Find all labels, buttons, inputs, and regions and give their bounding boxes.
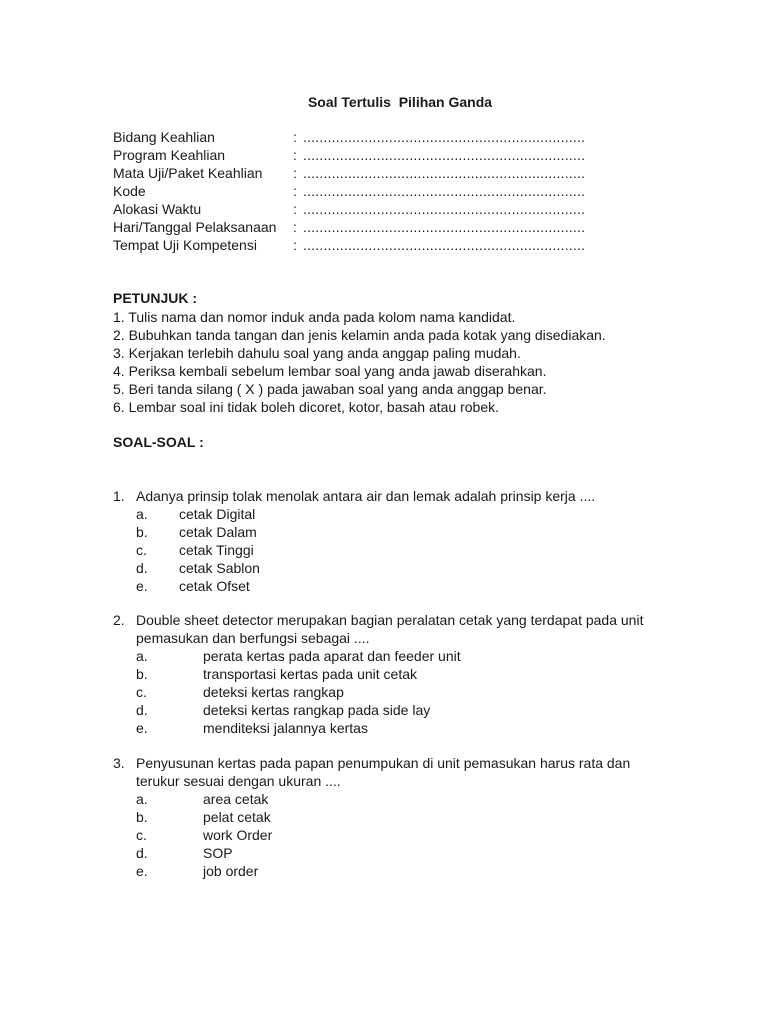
option-d (113, 701, 713, 719)
instructions-heading: PETUNJUK : (113, 290, 198, 306)
instructions-list (113, 308, 606, 416)
option-letter: c. (136, 827, 147, 843)
instruction-item: 5. Beri tanda silang ( X ) pada jawaban soal yang anda anggap benar. (113, 381, 547, 397)
info-label: Alokasi Waktu (113, 201, 202, 217)
info-colon: : (293, 129, 297, 145)
info-value: ..................................................................... (303, 219, 586, 235)
question-number: 2. (113, 612, 125, 628)
exam-info-block (113, 128, 586, 254)
question-line (113, 772, 713, 790)
info-row (113, 218, 586, 236)
option-d (113, 844, 713, 862)
info-value: ..................................................................... (303, 165, 586, 181)
option-letter: e. (136, 578, 148, 594)
info-colon: : (293, 201, 297, 217)
option-text: area cetak (203, 791, 269, 807)
instruction-item: 3. Kerjakan terlebih dahulu soal yang anda anggap paling mudah. (113, 345, 521, 361)
question-text: Adanya prinsip tolak menolak antara air dan lemak adalah prinsip kerja .... (136, 488, 596, 504)
info-value: ..................................................................... (303, 201, 586, 217)
question-text: Double sheet detector merupakan bagian peralatan cetak yang terdapat pada unit (136, 612, 644, 628)
option-c (113, 826, 713, 844)
option-text: deteksi kertas rangkap pada side lay (203, 702, 431, 718)
option-b (113, 523, 713, 541)
option-d (113, 559, 713, 577)
option-text: job order (203, 863, 259, 879)
option-text: transportasi kertas pada unit cetak (203, 666, 418, 682)
info-label: Bidang Keahlian (113, 129, 215, 145)
document-title: Soal Tertulis Pilihan Ganda (307, 94, 493, 110)
option-e (113, 577, 713, 595)
option-b (113, 665, 713, 683)
option-letter: e. (136, 720, 148, 736)
option-letter: c. (136, 542, 147, 558)
option-e (113, 862, 713, 880)
question-1 (113, 487, 713, 595)
option-text: cetak Sablon (179, 560, 260, 576)
question-text: pemasukan dan berfungsi sebagai .... (136, 630, 370, 646)
option-letter: d. (136, 702, 148, 718)
info-value: ..................................................................... (303, 147, 586, 163)
info-colon: : (293, 165, 297, 181)
info-colon: : (293, 219, 297, 235)
question-text: terukur sesuai dengan ukuran .... (136, 773, 341, 789)
info-colon: : (293, 147, 297, 163)
info-row (113, 182, 586, 200)
question-text: Penyusunan kertas pada papan penumpukan di unit pemasukan harus rata dan (136, 755, 631, 771)
option-text: deteksi kertas rangkap (203, 684, 344, 700)
option-text: cetak Dalam (179, 524, 257, 540)
option-text: cetak Ofset (179, 578, 250, 594)
info-label: Kode (113, 183, 146, 199)
instruction-item: 1. Tulis nama dan nomor induk anda pada kolom nama kandidat. (113, 309, 516, 325)
option-c (113, 541, 713, 559)
option-a (113, 505, 713, 523)
info-row (113, 128, 586, 146)
option-text: work Order (203, 827, 273, 843)
question-number: 3. (113, 755, 125, 771)
option-letter: b. (136, 666, 148, 682)
info-row (113, 236, 586, 254)
instruction-item: 2. Bubuhkan tanda tangan dan jenis kelamin anda pada kotak yang disediakan. (113, 327, 606, 343)
option-letter: b. (136, 524, 148, 540)
option-a (113, 790, 713, 808)
option-text: cetak Digital (179, 506, 256, 522)
option-letter: a. (136, 791, 148, 807)
option-text: cetak Tinggi (179, 542, 254, 558)
question-3 (113, 754, 713, 880)
option-text: pelat cetak (203, 809, 271, 825)
option-letter: b. (136, 809, 148, 825)
info-value: ..................................................................... (303, 129, 586, 145)
info-row (113, 164, 586, 182)
option-letter: d. (136, 560, 148, 576)
option-text: menditeksi jalannya kertas (203, 720, 368, 736)
info-value: ..................................................................... (303, 183, 586, 199)
option-e (113, 719, 713, 737)
option-text: perata kertas pada aparat dan feeder unit (203, 648, 461, 664)
option-letter: a. (136, 648, 148, 664)
option-text: SOP (203, 845, 233, 861)
info-value: ..................................................................... (303, 237, 586, 253)
info-label: Hari/Tanggal Pelaksanaan (113, 219, 277, 235)
instruction-item: 6. Lembar soal ini tidak boleh dicoret, kotor, basah atau robek. (113, 399, 500, 415)
question-line (113, 629, 713, 647)
questions-heading: SOAL-SOAL : (113, 434, 204, 450)
info-label: Program Keahlian (113, 147, 226, 163)
info-colon: : (293, 237, 297, 253)
option-c (113, 683, 713, 701)
info-row (113, 146, 586, 164)
option-b (113, 808, 713, 826)
option-letter: e. (136, 863, 148, 879)
info-colon: : (293, 183, 297, 199)
info-row (113, 200, 586, 218)
question-line (113, 754, 713, 772)
info-label: Tempat Uji Kompetensi (113, 237, 257, 253)
option-letter: a. (136, 506, 148, 522)
instruction-item: 4. Periksa kembali sebelum lembar soal yang anda jawab diserahkan. (113, 363, 547, 379)
option-letter: d. (136, 845, 148, 861)
question-number: 1. (113, 488, 125, 504)
question-line (113, 611, 713, 629)
option-letter: c. (136, 684, 147, 700)
info-label: Mata Uji/Paket Keahlian (113, 165, 263, 181)
question-line (113, 487, 713, 505)
option-a (113, 647, 713, 665)
question-2 (113, 611, 713, 737)
